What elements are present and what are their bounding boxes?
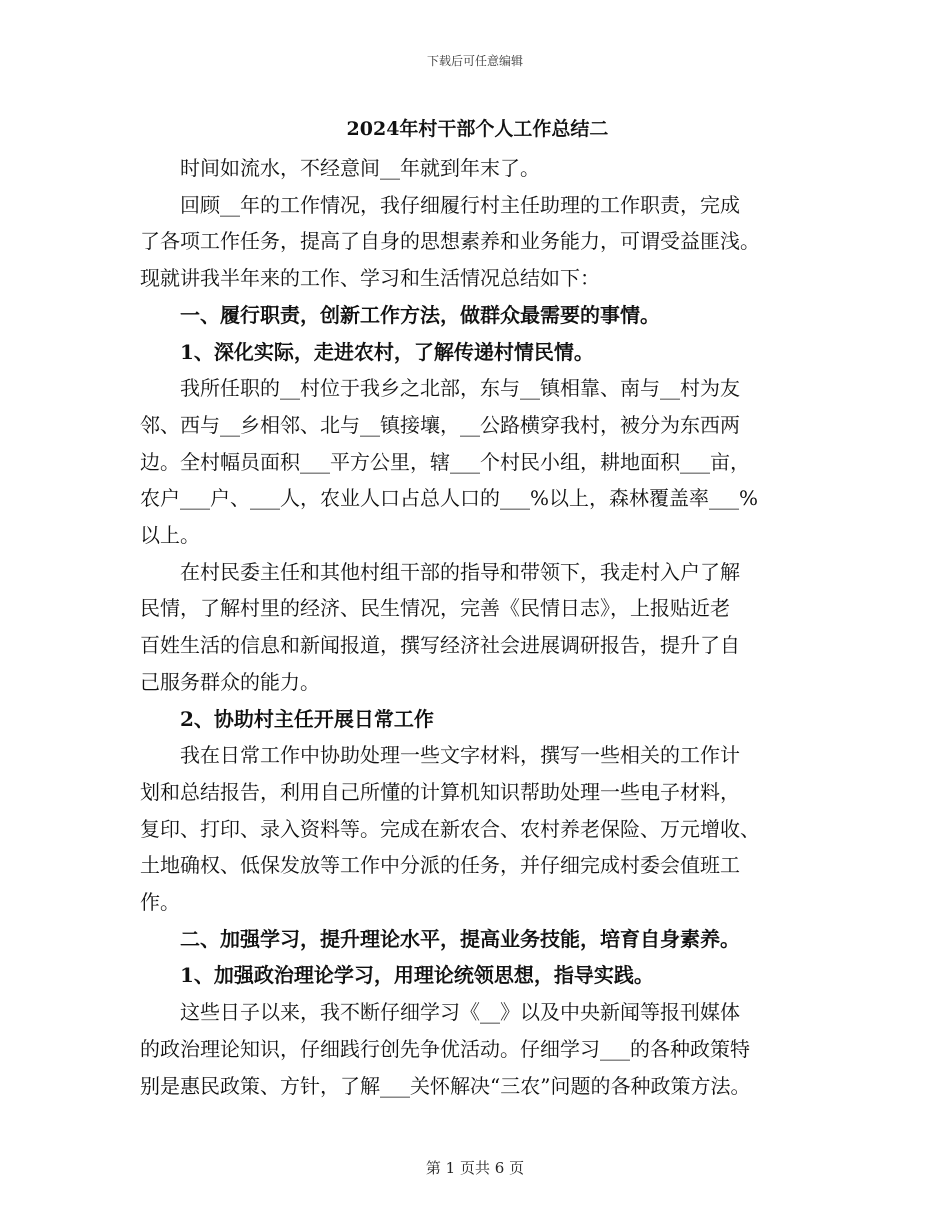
section-heading-1: 一、履行职责，创新工作方法，做群众最需要的事情。 bbox=[180, 302, 660, 327]
paragraph-line: 别是惠民政策、方针，了解___关怀解决“三农”问题的各种政策方法。 bbox=[140, 1073, 751, 1098]
paragraph-line: 的政治理论知识，仔细践行创先争优活动。仔细学习___的各种政策特 bbox=[140, 1036, 750, 1061]
paragraph-line: 回顾__年的工作情况，我仔细履行村主任助理的工作职责，完成 bbox=[180, 192, 740, 217]
paragraph-line: 己服务群众的能力。 bbox=[140, 669, 320, 694]
paragraph-line: 民情，了解村里的经济、民生情况，完善《民情日志》，上报贴近老 bbox=[140, 596, 730, 621]
paragraph-line: 现就讲我半年来的工作、学习和生活情况总结如下： bbox=[140, 266, 600, 291]
paragraph-work-visits bbox=[140, 554, 815, 701]
paragraph-line: 了各项工作任务，提高了自身的思想素养和业务能力，可谓受益匪浅。 bbox=[140, 229, 760, 254]
paragraph-intro: 时间如流水，不经意间__年就到年末了。 bbox=[180, 156, 540, 180]
subsection-heading-1-2: 2、协助村主任开展日常工作 bbox=[180, 706, 434, 731]
paragraph-study bbox=[140, 994, 815, 1104]
document-body bbox=[140, 108, 815, 1104]
paragraph-review bbox=[140, 187, 815, 297]
paragraph-line: 这些日子以来，我不断仔细学习《__》以及中央新闻等报刊媒体 bbox=[180, 1000, 740, 1025]
section-heading-2: 二、加强学习，提升理论水平，提高业务技能，培育自身素养。 bbox=[180, 926, 740, 951]
subsection-heading-2-1: 1、加强政治理论学习，用理论统领思想，指导实践。 bbox=[180, 963, 654, 988]
paragraph-line: 作。 bbox=[140, 890, 180, 915]
paragraph-line: 农户___户、___人，农业人口占总人口的___%以上，森林覆盖率___% bbox=[140, 486, 759, 511]
page-footer: 第 1 页共 6 页 bbox=[425, 1159, 525, 1177]
paragraph-daily-work bbox=[140, 737, 815, 921]
paragraph-line: 土地确权、低保发放等工作中分派的任务，并仔细完成村委会值班工 bbox=[140, 853, 740, 878]
paragraph-line: 我所任职的__村位于我乡之北部，东与__镇相靠、南与__村为友 bbox=[180, 376, 740, 401]
document-title: 2024年村干部个人工作总结二 bbox=[346, 118, 609, 140]
paragraph-line: 我在日常工作中协助处理一些文字材料，撰写一些相关的工作计 bbox=[180, 743, 740, 768]
paragraph-line: 复印、打印、录入资料等。完成在新农合、农村养老保险、万元增收、 bbox=[140, 816, 760, 841]
paragraph-line: 边。全村幅员面积___平方公里，辖___个村民小组，耕地面积___亩， bbox=[140, 449, 750, 474]
subsection-heading-1-1: 1、深化实际，走进农村，了解传递村情民情。 bbox=[180, 339, 594, 364]
paragraph-line: 百姓生活的信息和新闻报道，撰写经济社会进展调研报告，提升了自 bbox=[140, 633, 740, 658]
paragraph-line: 划和总结报告，利用自己所懂的计算机知识帮助处理一些电子材料， bbox=[140, 779, 740, 804]
paragraph-line: 邻、西与__乡相邻、北与__镇接壤，__公路横穿我村，被分为东西两 bbox=[140, 412, 740, 437]
paragraph-line: 在村民委主任和其他村组干部的指导和带领下，我走村入户了解 bbox=[180, 559, 740, 584]
paragraph-village-info bbox=[140, 370, 815, 554]
page-header: 下载后可任意编辑 bbox=[426, 54, 523, 68]
paragraph-line: 以上。 bbox=[140, 523, 200, 548]
